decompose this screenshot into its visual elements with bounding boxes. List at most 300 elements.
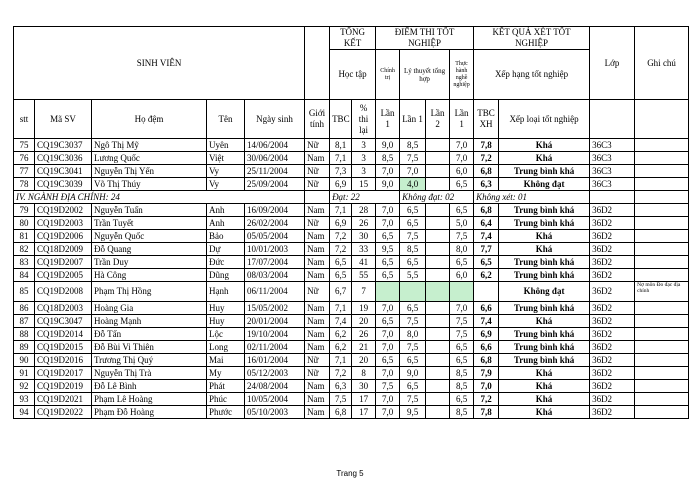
- table-cell: 9,0: [376, 178, 400, 191]
- table-cell: 6,5: [400, 256, 426, 269]
- table-cell: Vy: [207, 165, 245, 178]
- table-cell: Đức: [207, 256, 245, 269]
- header-tong-ket: TỔNG KẾT: [330, 27, 376, 50]
- table-row: [14, 282, 689, 302]
- table-cell: Nam: [305, 328, 330, 341]
- table-cell: [426, 380, 450, 393]
- table-cell: Nguyễn Thị Trà: [92, 367, 207, 380]
- table-cell: Trung bình khá: [499, 256, 590, 269]
- table-cell: [426, 302, 450, 315]
- table-cell: CQ19D2005: [35, 269, 92, 282]
- header-ghi-chu: Ghi chú: [635, 27, 689, 100]
- table-cell: 16/01/2004: [245, 354, 305, 367]
- table-cell: Nam: [305, 302, 330, 315]
- table-cell: 36C3: [590, 152, 635, 165]
- table-cell: 8: [352, 367, 376, 380]
- table-cell: 36D2: [590, 204, 635, 217]
- table-cell: Nữ: [305, 217, 330, 230]
- table-cell: Phát: [207, 380, 245, 393]
- table-cell: Trung bình khá: [499, 165, 590, 178]
- table-cell: 9,5: [400, 406, 426, 419]
- table-cell: 25/11/2004: [245, 165, 305, 178]
- table-cell: 36D2: [590, 243, 635, 256]
- table-cell: [635, 354, 689, 367]
- table-cell: 79: [14, 204, 35, 217]
- table-row: [14, 269, 689, 282]
- table-cell: Đỗ Tấn: [92, 328, 207, 341]
- header-lan1-ly-thuyet: Lần 1: [400, 100, 426, 139]
- table-cell: [426, 341, 450, 354]
- table-cell: Khá: [499, 406, 590, 419]
- table-cell: Nam: [305, 380, 330, 393]
- table-cell: 20: [352, 354, 376, 367]
- table-cell: CQ18D2003: [35, 302, 92, 315]
- table-cell: 17: [352, 393, 376, 406]
- table-row: [14, 302, 689, 315]
- table-cell: 33: [352, 243, 376, 256]
- table-cell: [635, 380, 689, 393]
- table-cell: 7,0: [376, 406, 400, 419]
- table-cell: [400, 282, 426, 302]
- table-cell: 6,2: [330, 328, 352, 341]
- table-cell: Uyên: [207, 139, 245, 152]
- table-cell: 6,6: [474, 341, 499, 354]
- table-cell: CQ18D2009: [35, 243, 92, 256]
- table-row: [14, 139, 689, 152]
- table-cell: Trần Tuyết: [92, 217, 207, 230]
- table-cell: Khá: [499, 393, 590, 406]
- table-cell: 55: [352, 269, 376, 282]
- table-cell: Không đạt: [499, 178, 590, 191]
- table-cell: 93: [14, 393, 35, 406]
- table-cell: 05/05/2004: [245, 230, 305, 243]
- table-cell: 7,9: [474, 367, 499, 380]
- table-cell: Nam: [305, 256, 330, 269]
- table-cell: 80: [14, 217, 35, 230]
- table-cell: 8,5: [400, 139, 426, 152]
- table-cell: 7,4: [330, 315, 352, 328]
- table-cell: [376, 282, 400, 302]
- table-cell: 7,4: [474, 315, 499, 328]
- table-cell: 6,5: [400, 217, 426, 230]
- table-cell: Nợ môn Đo đạc địa chính: [635, 282, 689, 302]
- table-cell: 6,5: [474, 256, 499, 269]
- header-ket-qua: KẾT QUẢ XÉT TỐT NGHIỆP: [474, 27, 590, 50]
- section-title: IV. NGÀNH ĐỊA CHÍNH: 24: [14, 191, 305, 204]
- table-cell: 5,5: [400, 269, 426, 282]
- table-cell: 6,5: [450, 393, 474, 406]
- table-cell: Đỗ Lê Bình: [92, 380, 207, 393]
- table-cell: [426, 282, 450, 302]
- table-cell: [426, 367, 450, 380]
- table-cell: [635, 230, 689, 243]
- header-ngay-sinh: Ngày sinh: [245, 100, 305, 139]
- table-cell: 14/06/2004: [245, 139, 305, 152]
- table-cell: Phúc: [207, 393, 245, 406]
- header-ma-sv: Mã SV: [35, 100, 92, 139]
- section-khong-dat: Không đạt: 02: [400, 191, 474, 204]
- table-cell: 6,6: [474, 302, 499, 315]
- table-cell: [426, 393, 450, 406]
- table-cell: 20: [352, 315, 376, 328]
- header-row-3: [14, 100, 689, 139]
- section-row: [14, 191, 689, 204]
- table-cell: 7,1: [330, 354, 352, 367]
- table-cell: 36D2: [590, 302, 635, 315]
- table-cell: 41: [352, 256, 376, 269]
- table-cell: 36D2: [590, 341, 635, 354]
- table-cell: 6,8: [474, 204, 499, 217]
- table-cell: 6,5: [400, 380, 426, 393]
- table-cell: 8,0: [450, 243, 474, 256]
- header-diem-thi: ĐIỂM THI TỐT NGHIỆP: [376, 27, 474, 50]
- table-cell: 90: [14, 354, 35, 367]
- table-cell: 30: [352, 230, 376, 243]
- table-cell: 05/12/2003: [245, 367, 305, 380]
- table-cell: [426, 217, 450, 230]
- header-sinh-vien: SINH VIÊN: [14, 27, 305, 100]
- table-cell: 6,5: [376, 269, 400, 282]
- header-row-1: [14, 27, 689, 50]
- table-cell: [426, 139, 450, 152]
- table-cell: 6,5: [330, 256, 352, 269]
- table-cell: 84: [14, 269, 35, 282]
- table-cell: 7,0: [376, 341, 400, 354]
- table-cell: Trung bình khá: [499, 204, 590, 217]
- table-cell: Trung bình khá: [499, 217, 590, 230]
- table-cell: 7,4: [474, 230, 499, 243]
- table-row: [14, 393, 689, 406]
- table-cell: Nam: [305, 152, 330, 165]
- table-cell: [635, 152, 689, 165]
- table-cell: Hạnh: [207, 282, 245, 302]
- table-cell: 3: [352, 165, 376, 178]
- table-cell: [426, 354, 450, 367]
- table-cell: 7,1: [330, 302, 352, 315]
- table-cell: Anh: [207, 204, 245, 217]
- table-cell: 19/10/2004: [245, 328, 305, 341]
- table-cell: 36D2: [590, 256, 635, 269]
- section-khong-xet: Không xét: 01: [474, 191, 590, 204]
- table-cell: Phạm Đỗ Hoàng: [92, 406, 207, 419]
- table-cell: 7,0: [376, 393, 400, 406]
- header-lan1-thuc-hanh: Lần 1: [450, 100, 474, 139]
- table-row: [14, 315, 689, 328]
- header-xep-loai: Xếp loại tốt nghiệp: [499, 100, 590, 139]
- table-cell: Nam: [305, 269, 330, 282]
- table-cell: [426, 152, 450, 165]
- table-cell: Dũng: [207, 269, 245, 282]
- table-cell: 6,5: [376, 230, 400, 243]
- table-cell: 75: [14, 139, 35, 152]
- table-row: [14, 367, 689, 380]
- header-lan1-chinh-tri: Lần 1: [376, 100, 400, 139]
- table-cell: [426, 315, 450, 328]
- table-cell: CQ19D2016: [35, 354, 92, 367]
- table-cell: 78: [14, 178, 35, 191]
- table-cell: CQ19D2021: [35, 393, 92, 406]
- table-row: [14, 354, 689, 367]
- table-cell: 7,0: [376, 217, 400, 230]
- table-cell: 6,9: [330, 217, 352, 230]
- table-cell: 16/09/2004: [245, 204, 305, 217]
- table-cell: 6,2: [330, 341, 352, 354]
- table-cell: 91: [14, 367, 35, 380]
- table-cell: 7,8: [474, 139, 499, 152]
- header-stt: stt: [14, 100, 35, 139]
- table-cell: 76: [14, 152, 35, 165]
- table-cell: 7,5: [400, 341, 426, 354]
- table-cell: Không đạt: [499, 282, 590, 302]
- table-cell: 7,0: [450, 152, 474, 165]
- table-cell: [426, 243, 450, 256]
- table-cell: 7,1: [330, 204, 352, 217]
- table-cell: [635, 165, 689, 178]
- table-cell: 6,3: [474, 178, 499, 191]
- table-cell: Khá: [499, 152, 590, 165]
- table-cell: 26: [352, 328, 376, 341]
- table-cell: Dự: [207, 243, 245, 256]
- table-cell: 9,0: [376, 139, 400, 152]
- table-row: [14, 406, 689, 419]
- table-cell: [635, 178, 689, 191]
- table-cell: Vy: [207, 178, 245, 191]
- table-cell: 05/10/2003: [245, 406, 305, 419]
- table-cell: Nữ: [305, 165, 330, 178]
- table-cell: 8,5: [450, 380, 474, 393]
- table-cell: 7,5: [376, 380, 400, 393]
- table-cell: 7,0: [474, 380, 499, 393]
- table-cell: Khá: [499, 139, 590, 152]
- table-cell: 83: [14, 256, 35, 269]
- table-row: [14, 243, 689, 256]
- table-cell: CQ19D2006: [35, 230, 92, 243]
- table-cell: CQ19D2017: [35, 367, 92, 380]
- table-cell: Nữ: [305, 282, 330, 302]
- table-cell: 6,5: [400, 204, 426, 217]
- header-ly-thuyet: Lý thuyết tổng hợp: [400, 50, 450, 100]
- table-body-top: [14, 139, 689, 191]
- table-cell: 6,4: [474, 217, 499, 230]
- table-cell: 36D2: [590, 406, 635, 419]
- table-cell: [635, 328, 689, 341]
- table-cell: 6,9: [330, 178, 352, 191]
- table-cell: 8,5: [376, 152, 400, 165]
- header-hoc-tap: Học tập: [330, 50, 376, 100]
- table-cell: 6,0: [450, 165, 474, 178]
- table-cell: 85: [14, 282, 35, 302]
- table-cell: Trung bình khá: [499, 269, 590, 282]
- table-cell: [474, 282, 499, 302]
- table-cell: 7,2: [330, 243, 352, 256]
- table-cell: 6,5: [450, 354, 474, 367]
- table-cell: Nam: [305, 204, 330, 217]
- table-cell: 20/01/2004: [245, 315, 305, 328]
- table-cell: 6,0: [450, 269, 474, 282]
- table-cell: CQ19D2002: [35, 204, 92, 217]
- table-cell: 8,5: [450, 367, 474, 380]
- table-cell: CQ19D2014: [35, 328, 92, 341]
- table-cell: 7,0: [376, 367, 400, 380]
- table-cell: Nữ: [305, 354, 330, 367]
- table-cell: 26: [352, 217, 376, 230]
- table-row: [14, 230, 689, 243]
- table-cell: [426, 269, 450, 282]
- table-cell: Nguyễn Quốc: [92, 230, 207, 243]
- table-cell: 6,7: [330, 282, 352, 302]
- table-cell: CQ19D2015: [35, 341, 92, 354]
- table-cell: Khá: [499, 380, 590, 393]
- table-cell: 19: [352, 302, 376, 315]
- table-cell: 7,7: [474, 243, 499, 256]
- table-cell: CQ19D2019: [35, 380, 92, 393]
- table-cell: Nữ: [305, 178, 330, 191]
- table-cell: Khá: [499, 230, 590, 243]
- table-cell: Nam: [305, 230, 330, 243]
- table-cell: Phước: [207, 406, 245, 419]
- table-row: [14, 204, 689, 217]
- table-cell: CQ19C3039: [35, 178, 92, 191]
- table-cell: Trần Duy: [92, 256, 207, 269]
- table-cell: 7,0: [376, 204, 400, 217]
- table-cell: 88: [14, 328, 35, 341]
- table-cell: Nam: [305, 341, 330, 354]
- table-cell: 7,3: [330, 165, 352, 178]
- table-cell: 36C3: [590, 165, 635, 178]
- table-cell: CQ19C3037: [35, 139, 92, 152]
- table-cell: [635, 204, 689, 217]
- table-cell: 6,5: [450, 178, 474, 191]
- table-cell: Nam: [305, 243, 330, 256]
- header-thuc-hanh: Thực hành nghề nghiệp: [450, 50, 474, 100]
- table-cell: [635, 367, 689, 380]
- table-cell: 21: [352, 341, 376, 354]
- table-cell: CQ19C3047: [35, 315, 92, 328]
- table-cell: 7,2: [474, 393, 499, 406]
- table-cell: 7,0: [376, 165, 400, 178]
- table-cell: 3: [352, 152, 376, 165]
- table-cell: 15: [352, 178, 376, 191]
- table-cell: Võ Thị Thúy: [92, 178, 207, 191]
- header-tbc-xh: TBC XH: [474, 100, 499, 139]
- table-cell: 7,1: [330, 152, 352, 165]
- table-cell: My: [207, 367, 245, 380]
- table-cell: [635, 406, 689, 419]
- table-cell: [450, 282, 474, 302]
- table-cell: [635, 243, 689, 256]
- table-cell: 7,2: [474, 152, 499, 165]
- header-gioi-tinh: Giới tính: [305, 100, 330, 139]
- table-cell: 24/08/2004: [245, 380, 305, 393]
- table-cell: 6,5: [400, 354, 426, 367]
- header-thi-lai: % thi lại: [352, 100, 376, 139]
- table-cell: 36D2: [590, 269, 635, 282]
- header-ten: Tên: [207, 100, 245, 139]
- table-cell: [635, 315, 689, 328]
- table-cell: 30: [352, 380, 376, 393]
- table-cell: [426, 204, 450, 217]
- section-dat: Đạt: 22: [330, 191, 400, 204]
- table-cell: 92: [14, 380, 35, 393]
- table-cell: Phạm Thị Hồng: [92, 282, 207, 302]
- table-cell: Nguyễn Thị Yến: [92, 165, 207, 178]
- table-cell: Việt: [207, 152, 245, 165]
- table-row: [14, 217, 689, 230]
- header-chinh-tri: Chính trị: [376, 50, 400, 100]
- header-tbc: TBC: [330, 100, 352, 139]
- table-cell: 36D2: [590, 282, 635, 302]
- table-cell: 6,5: [450, 341, 474, 354]
- table-cell: Lộc: [207, 328, 245, 341]
- table-cell: [426, 256, 450, 269]
- table-cell: CQ19C3036: [35, 152, 92, 165]
- table-cell: [635, 139, 689, 152]
- table-cell: Ngô Thị Mỹ: [92, 139, 207, 152]
- table-cell: Trung bình khá: [499, 354, 590, 367]
- table-cell: 7,5: [400, 230, 426, 243]
- table-cell: Trung bình khá: [499, 328, 590, 341]
- table-cell: [635, 217, 689, 230]
- table-cell: [635, 256, 689, 269]
- table-cell: 6,3: [330, 380, 352, 393]
- table-cell: 36D2: [590, 354, 635, 367]
- header-lop: Lớp: [590, 27, 635, 100]
- header-lan2-ly-thuyet: Lần 2: [426, 100, 450, 139]
- table-cell: [426, 230, 450, 243]
- table-cell: 7,5: [400, 315, 426, 328]
- table-cell: 6,5: [330, 269, 352, 282]
- table-cell: 7,2: [330, 230, 352, 243]
- table-cell: CQ19C3041: [35, 165, 92, 178]
- table-cell: 36C3: [590, 139, 635, 152]
- graduation-results-table: [13, 26, 689, 419]
- table-cell: 7,0: [376, 302, 400, 315]
- table-cell: 6,8: [474, 165, 499, 178]
- table-cell: Long: [207, 341, 245, 354]
- table-cell: 7,8: [474, 406, 499, 419]
- table-cell: 6,5: [400, 302, 426, 315]
- table-cell: 10/01/2003: [245, 243, 305, 256]
- table-cell: CQ19D2022: [35, 406, 92, 419]
- table-cell: 7: [352, 282, 376, 302]
- table-cell: 17: [352, 406, 376, 419]
- table-cell: Nguyễn Tuấn: [92, 204, 207, 217]
- table-row: [14, 256, 689, 269]
- table-cell: [426, 328, 450, 341]
- table-cell: 36D2: [590, 393, 635, 406]
- table-cell: Huy: [207, 302, 245, 315]
- table-cell: Phạm Lê Hoàng: [92, 393, 207, 406]
- table-cell: 36D2: [590, 315, 635, 328]
- table-cell: 7,5: [400, 152, 426, 165]
- table-cell: 7,0: [376, 328, 400, 341]
- table-cell: [635, 393, 689, 406]
- table-cell: 7,0: [450, 139, 474, 152]
- table-cell: 7,5: [450, 328, 474, 341]
- header-xep-hang: Xếp hạng tốt nghiệp: [474, 50, 590, 100]
- table-cell: Trung bình khá: [499, 341, 590, 354]
- table-cell: 7,5: [450, 315, 474, 328]
- table-cell: CQ19D2003: [35, 217, 92, 230]
- table-cell: 9,0: [400, 367, 426, 380]
- table-cell: 4,0: [400, 178, 426, 191]
- table-cell: 5,0: [450, 217, 474, 230]
- table-cell: Nữ: [305, 367, 330, 380]
- table-cell: Bảo: [207, 230, 245, 243]
- page-footer: Trang 5: [336, 469, 364, 478]
- table-cell: 6,5: [376, 354, 400, 367]
- table-cell: Lương Quốc: [92, 152, 207, 165]
